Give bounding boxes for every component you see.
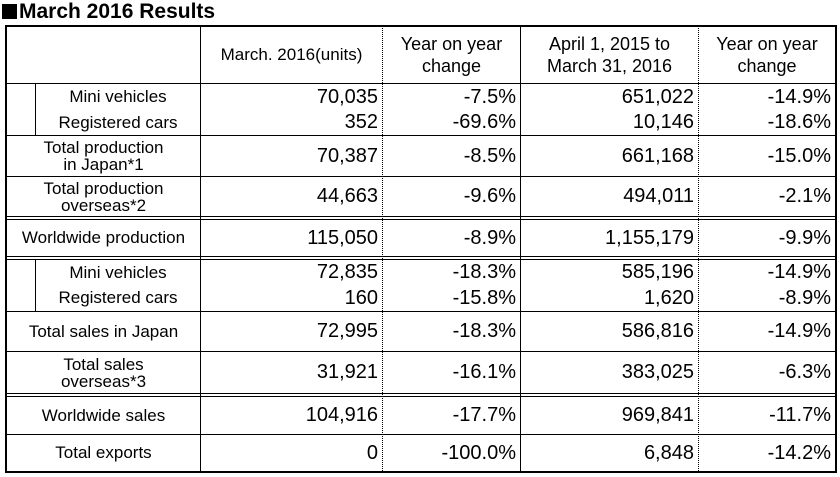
header-line: change (737, 56, 797, 76)
page-title: March 2016 Results (2, 0, 215, 24)
row-label: Total exports (55, 443, 152, 462)
cell-fy: 651,022 (621, 85, 694, 108)
table-border (835, 25, 837, 473)
row-label: Mini vehicles (69, 262, 167, 282)
table-border (5, 471, 837, 473)
cell-yoy-fy: -2.1% (778, 185, 831, 207)
cell-fy: 1,620 (643, 286, 694, 309)
label-line: Total production (43, 178, 164, 198)
cell-fy: 585,196 (621, 261, 694, 283)
label-line: Total production (43, 138, 164, 157)
cell-month: 70,387 (316, 144, 378, 167)
column-header-yoy-fy (699, 27, 835, 83)
cell-fy: 586,816 (621, 320, 694, 342)
cell-fy: 1,155,179 (605, 226, 694, 249)
row-label: Registered cars (58, 112, 178, 132)
cell-yoy-fy: -9.9% (778, 226, 831, 249)
cell-yoy-fy: -18.6% (767, 111, 831, 133)
cell-yoy-fy: -14.9% (767, 85, 831, 108)
cell-fy: 383,025 (621, 361, 694, 383)
header-line: March 31, 2016 (546, 56, 673, 76)
column-header-month-units: March. 2016(units) (220, 45, 363, 64)
cell-yoy-fy: -8.9% (778, 286, 831, 309)
cell-yoy-month: -7.5% (463, 85, 516, 108)
cell-yoy-month: -69.6% (452, 111, 516, 133)
cell-yoy-month: -100.0% (441, 441, 516, 464)
cell-yoy-month: -15.8% (452, 286, 516, 309)
cell-yoy-month: -18.3% (452, 261, 516, 283)
cell-fy: 6,848 (643, 441, 694, 464)
row-line (5, 256, 837, 257)
cell-yoy-month: -8.5% (463, 144, 516, 167)
row-line (5, 393, 837, 394)
cell-fy: 10,146 (632, 111, 694, 133)
row-label: Worldwide sales (41, 405, 166, 425)
cell-month: 0 (366, 441, 378, 464)
row-label: Mini vehicles (69, 87, 167, 106)
column-header-fiscal-year (521, 27, 698, 83)
cell-yoy-month: -18.3% (452, 320, 516, 342)
header-line: April 1, 2015 to (548, 34, 671, 54)
row-line (5, 216, 837, 217)
row-label: Registered cars (58, 288, 178, 307)
row-label (7, 177, 200, 216)
cell-yoy-month: -16.1% (452, 361, 516, 383)
cell-yoy-month: -9.6% (463, 185, 516, 207)
cell-yoy-fy: -14.9% (767, 261, 831, 283)
header-line: Year on year (716, 34, 818, 54)
cell-fy: 661,168 (621, 144, 694, 167)
cell-yoy-fy: -15.0% (767, 144, 831, 167)
column-header-yoy-month (383, 27, 520, 83)
cell-month: 31,921 (316, 361, 378, 383)
header-line: change (421, 56, 482, 76)
label-line: in Japan*1 (63, 155, 144, 174)
cell-yoy-fy: -14.9% (767, 320, 831, 342)
cell-month: 104,916 (305, 404, 378, 426)
label-line: Total sales (63, 354, 144, 374)
cell-month: 72,835 (316, 261, 378, 283)
cell-fy: 494,011 (623, 185, 694, 207)
cell-month: 70,035 (316, 85, 378, 108)
cell-month: 72,995 (316, 320, 378, 342)
cell-month: 44,663 (316, 185, 378, 207)
row-label (7, 352, 200, 393)
label-line: overseas*2 (60, 195, 147, 215)
cell-yoy-month: -8.9% (463, 226, 516, 249)
header-line: Year on year (400, 34, 503, 54)
row-label: Total sales in Japan (28, 321, 179, 341)
cell-month: 352 (344, 111, 378, 133)
label-line: overseas*3 (60, 371, 147, 391)
cell-yoy-month: -17.7% (452, 404, 516, 426)
cell-yoy-fy: -14.2% (767, 441, 831, 464)
cell-yoy-fy: -6.3% (778, 361, 831, 383)
cell-month: 160 (344, 286, 378, 309)
cell-fy: 969,841 (621, 404, 694, 426)
row-label: Worldwide production (21, 228, 186, 247)
cell-yoy-fy: -11.7% (769, 404, 831, 426)
cell-month: 115,050 (307, 226, 378, 249)
row-label (7, 136, 200, 176)
